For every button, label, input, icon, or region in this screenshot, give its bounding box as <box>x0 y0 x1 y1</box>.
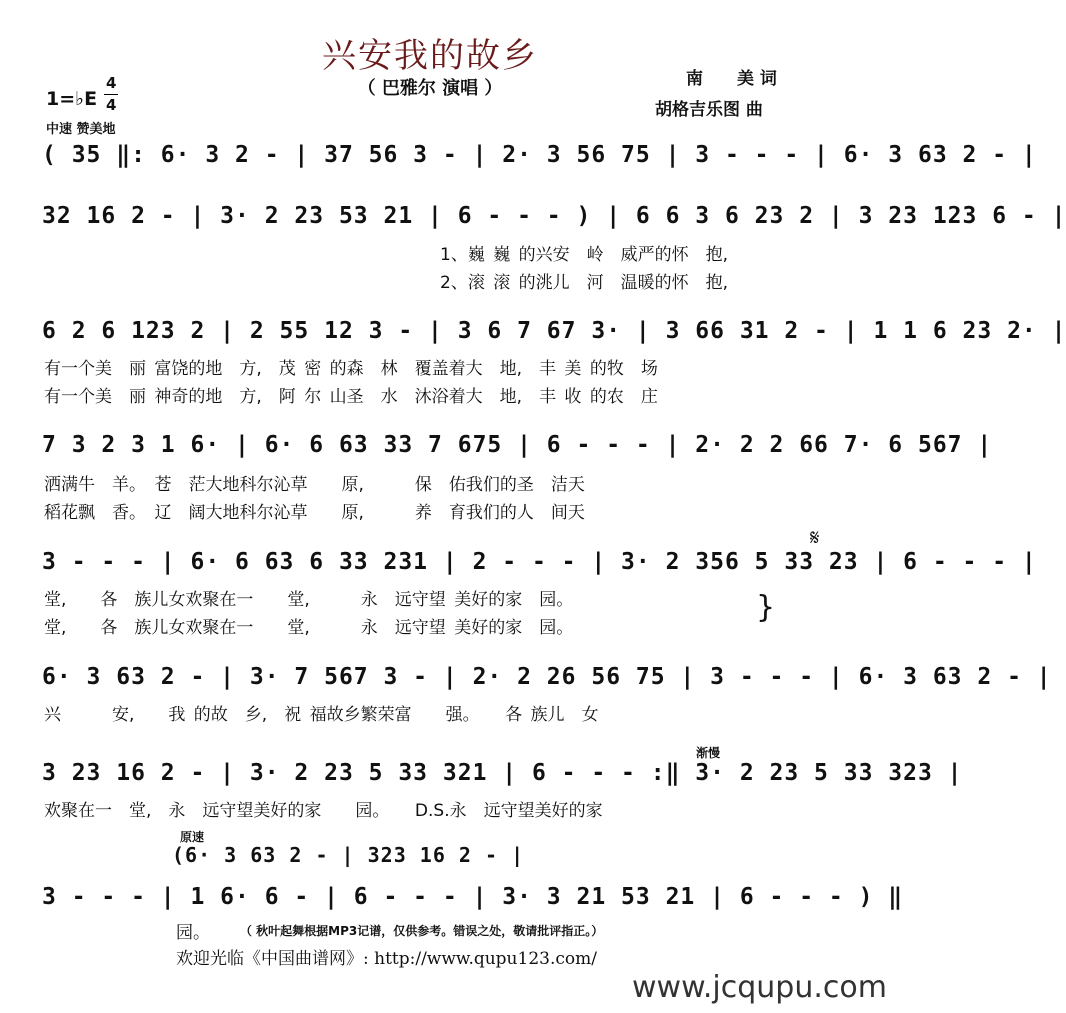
time-signature-bottom: 4 <box>106 96 117 114</box>
tempo-marking: 中速 赞美地 <box>46 122 116 137</box>
notation-line: 6 2 6 123 2 | 2 55 12 3 - | 3 6 7 67 3· | 3 66 31 2 - | 1 1 6 23 2· | <box>42 318 1066 344</box>
watermark: www.jcqupu.com <box>632 970 887 1005</box>
lyric-line: 洒满牛 羊。 苍 茫大地科尔沁草 原, 保 佑我们的圣 洁天 <box>44 475 585 495</box>
notation-line: 6· 3 63 2 - | 3· 7 567 3 - | 2· 2 26 56 75 | 3 - - - | 6· 3 63 2 - | <box>42 664 1052 690</box>
time-signature-top: 4 <box>106 74 117 92</box>
notation-line: 3 23 16 2 - | 3· 2 23 5 33 321 | 6 - - - :‖ 3· 2 23 5 33 323 | <box>42 760 963 786</box>
welcome-line: 欢迎光临《中国曲谱网》: http://www.qupu123.com/ <box>176 949 597 969</box>
notation-line: (6· 3 63 2 - | 323 16 2 - | <box>172 843 525 867</box>
performer-credit: （ 巴雅尔 演唱 ） <box>357 78 503 99</box>
composer-credit: 胡格吉乐图 曲 <box>655 100 763 120</box>
lyric-line: 有一个美 丽 神奇的地 方, 阿 尔 山圣 水 沐浴着大 地, 丰 收 的农 庄 <box>44 387 658 407</box>
ritardando-mark: 渐慢 <box>696 746 721 760</box>
lyric-line: 欢聚在一 堂, 永 远守望美好的家 园。 D.S.永 远守望美好的家 <box>44 801 603 821</box>
lyric-line: 2、滚 滚 的洮儿 河 温暖的怀 抱, <box>440 273 729 293</box>
lyric-line: 堂, 各 族儿女欢聚在一 堂, 永 远守望 美好的家 园。 <box>44 618 574 638</box>
song-title: 兴安我的故乡 <box>322 36 538 76</box>
segno-mark: 𝄋 <box>810 526 820 551</box>
lyric-line: 有一个美 丽 富饶的地 方, 茂 密 的森 林 覆盖着大 地, 丰 美 的牧 场 <box>44 359 658 379</box>
lyricist-credit: 南 美 词 <box>686 69 777 89</box>
brace: } <box>756 590 776 625</box>
notation-line: 7 3 2 3 1 6· | 6· 6 63 33 7 675 | 6 - - - | 2· 2 2 66 7· 6 567 | <box>42 432 993 458</box>
lyric-line: 稻花飘 香。 辽 阔大地科尔沁草 原, 养 育我们的人 间天 <box>44 503 585 523</box>
lyric-line: 1、巍 巍 的兴安 岭 威严的怀 抱, <box>440 245 729 265</box>
a-tempo-mark: 原速 <box>180 830 205 844</box>
lyric-line: 兴 安, 我 的故 乡, 祝 福故乡繁荣富 强。 各 族儿 女 <box>44 705 599 725</box>
notation-line: ( 35 ‖: 6· 3 2 - | 37 56 3 - | 2· 3 56 75 | 3 - - - | 6· 3 63 2 - | <box>42 142 1037 168</box>
transcriber-note: （ 秋叶起舞根据MP3记谱，仅供参考。错误之处，敬请批评指正。） <box>240 924 604 938</box>
notation-line: 3 - - - | 1 6· 6 - | 6 - - - | 3· 3 21 53 21 | 6 - - - ) ‖ <box>42 884 904 910</box>
notation-line: 3 - - - | 6· 6 63 6 33 231 | 2 - - - | 3· 2 356 5 33 23 | 6 - - - | <box>42 549 1037 575</box>
key-signature: 1=♭E <box>46 88 98 110</box>
lyric-line: 堂, 各 族儿女欢聚在一 堂, 永 远守望 美好的家 园。 <box>44 590 574 610</box>
lyric-line: 园。 <box>176 923 210 943</box>
notation-line: 32 16 2 - | 3· 2 23 53 21 | 6 - - - ) | 6 6 3 6 23 2 | 3 23 123 6 - | <box>42 203 1066 229</box>
